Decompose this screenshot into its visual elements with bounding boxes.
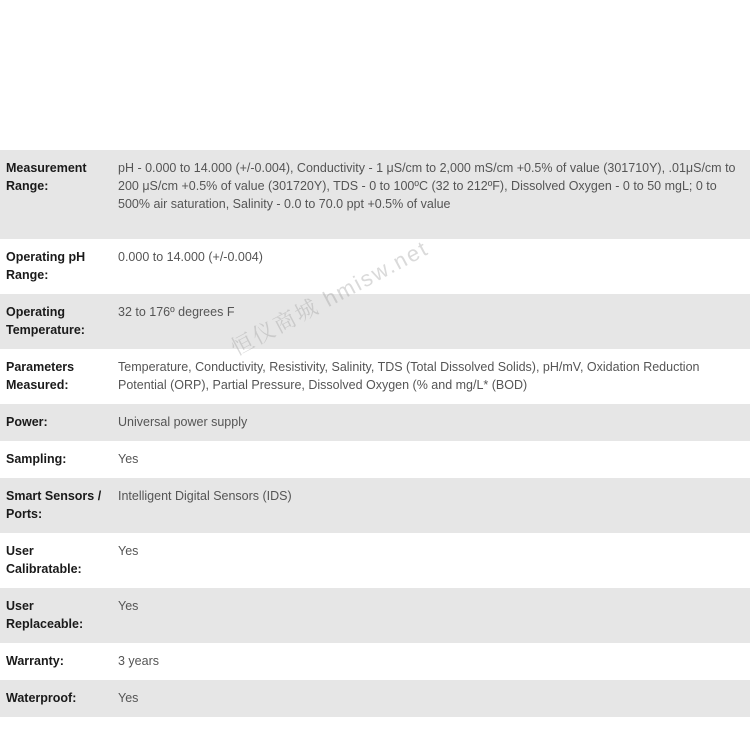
spec-label: Measurement Range: [6, 161, 87, 193]
spec-value: 32 to 176º degrees F [118, 305, 235, 319]
spec-value: Intelligent Digital Sensors (IDS) [118, 489, 292, 503]
spec-row-operating-temperature [0, 294, 750, 349]
spec-row-sampling [0, 441, 750, 478]
spec-label: User Replaceable: [6, 599, 84, 631]
spec-value: Yes [118, 544, 139, 558]
spec-table [0, 150, 750, 717]
spec-label: Power: [6, 415, 48, 429]
spec-value: 3 years [118, 654, 159, 668]
spec-label: Parameters Measured: [6, 360, 75, 392]
spec-value: Universal power supply [118, 415, 248, 429]
spec-label: Smart Sensors / Ports: [6, 489, 102, 521]
spec-row-operating-ph-range [0, 239, 750, 294]
spec-value: pH - 0.000 to 14.000 (+/-0.004), Conductivity - 1 μS/cm to 2,000 mS/cm +0.5% of value (301710Y), .01μS/cm to 200 μS/cm +0.5% of value (301720Y), TDS - 0 to 100ºC (32 to 212ºF), Dissolved Oxygen - 0 to 50 mgL; 0 to 500% air saturation, Salinity - 0.0 to 70.0 ppt +0.5% of value [118, 161, 736, 211]
spec-row-user-replaceable [0, 588, 750, 643]
spec-value: Temperature, Conductivity, Resistivity, Salinity, TDS (Total Dissolved Solids), pH/mV, Oxidation Reduction Potential (ORP), Partial Pressure, Dissolved Oxygen (% and mg/L* (BOD) [118, 360, 700, 392]
spec-label: Waterproof: [6, 691, 77, 705]
spec-label: Warranty: [6, 654, 64, 668]
spec-label: Operating Temperature: [6, 305, 85, 337]
spec-row-waterproof [0, 680, 750, 717]
spec-row-user-calibratable [0, 533, 750, 588]
spec-row-power [0, 404, 750, 441]
spec-value: Yes [118, 599, 139, 613]
spec-row-warranty [0, 643, 750, 680]
spec-label: Sampling: [6, 452, 67, 466]
spec-label: User Calibratable: [6, 544, 82, 576]
spec-value: 0.000 to 14.000 (+/-0.004) [118, 250, 263, 264]
spec-row-parameters-measured [0, 349, 750, 404]
spec-label: Operating pH Range: [6, 250, 86, 282]
spec-value: Yes [118, 691, 139, 705]
spec-row-smart-sensors [0, 478, 750, 533]
watermark: 恒仪商城 hmisw.net [226, 235, 433, 361]
spec-row-measurement-range [0, 150, 750, 239]
spec-value: Yes [118, 452, 139, 466]
